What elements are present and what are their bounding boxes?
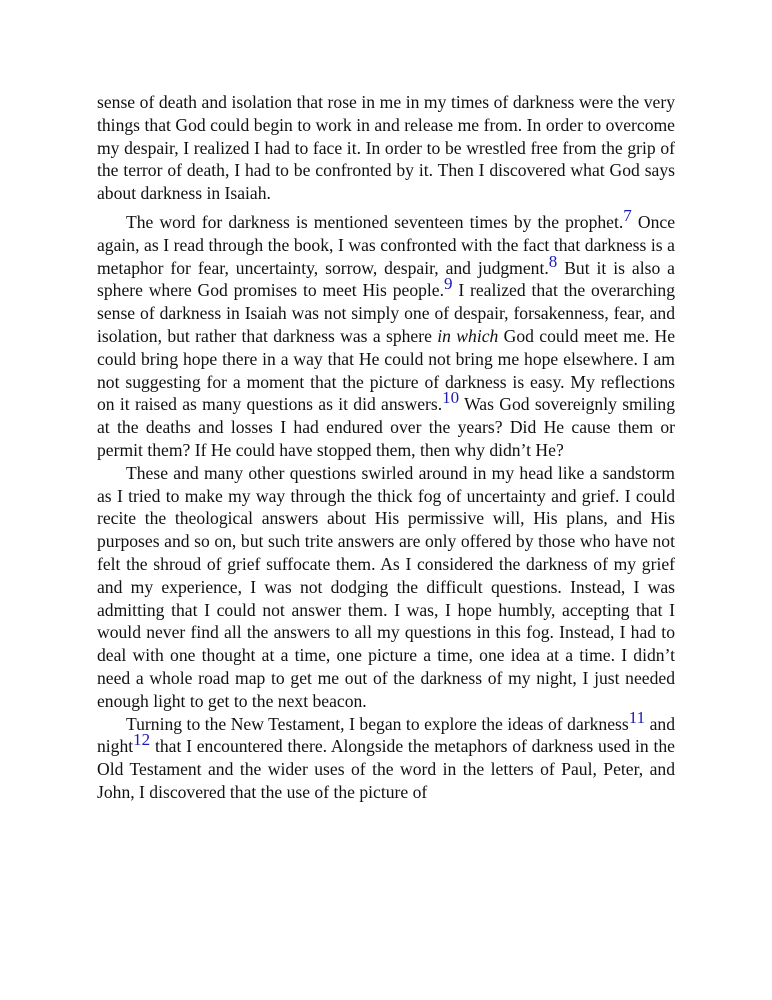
paragraph-text: and night [97,713,675,757]
footnote-reference-link[interactable]: 7 [623,205,632,225]
footnote-reference-link[interactable]: 8 [548,251,558,271]
paragraph-text: sense of death and isolation that rose in me in my times of darkness were the very things that God could begin to work in and release me from. In order to overcome my despair, I realized I had to face it. In order to be wrestled free from the grip of the terror of death, I had to be confronted by it. Then I discovered what God says about darkness in Isaiah. [97,92,675,204]
body-paragraph [97,91,675,205]
body-paragraph [97,462,675,713]
paragraph-text: Once again, as I read through the book, I was confronted with the fact that darkness is a metaphor for fear, uncertainty, sorrow, despair, and judgment. [97,211,675,278]
paragraph-text: These and many other questions swirled around in my head like a sandstorm as I tried to make my way through the thick fog of uncertainty and grief. I could recite the theological answers about His permissive will, His plans, and His purposes and so on, but such trite answers are only offered by those who have not felt the shroud of grief suffocate them. As I considered the darkness of my grief and my experience, I was not dodging the difficult questions. Instead, I was admitting that I could not answer them. I was, I hope humbly, accepting that I would never find all the answers to all my questions in this fog. Instead, I had to deal with one thought at a time, one picture a time, one idea at a time. I didn’t need a whole road map to get me out of the darkness of my night, I just needed enough light to get to the next beacon. [97,462,675,711]
paragraph-text: The word for darkness is mentioned seventeen times by the prophet. [126,211,624,232]
paragraph-text: that I encountered there. Alongside the metaphors of darkness used in the Old Testament and the wider uses of the word in the letters of Paul, Peter, and John, I discovered that the use of the picture of [97,736,675,802]
body-paragraph [97,205,676,462]
paragraph-text: Was God sovereignly smiling at the deaths and losses I had endured over the years? Did He cause them or permit them? If He could have stopped them, then why didn’t He? [97,394,675,460]
page-body [97,91,675,804]
footnote-reference-link[interactable]: 10 [442,388,460,408]
paragraph-text: But it is also a sphere where God promises to meet His people. [97,257,675,301]
footnote-reference-link[interactable]: 12 [133,730,151,750]
footnote-reference-link[interactable]: 9 [444,274,453,294]
paragraph-text: Turning to the New Testament, I began to explore the ideas of darkness [126,713,629,734]
paragraph-text: God could meet me. He could bring hope there in a way that He could not bring me hope elsewhere. I am not suggesting for a moment that the picture of darkness is easy. My reflections on it raised as many questions as it did answers. [97,325,676,415]
emphasized-text: in which [437,325,499,346]
body-paragraph [97,707,675,804]
paragraph-text: I realized that the overarching sense of darkness in Isaiah was not simply one of despair, forsakenness, fear, and isolation, but rather that darkness was a sphere [97,280,675,346]
footnote-reference-link[interactable]: 11 [628,707,646,727]
